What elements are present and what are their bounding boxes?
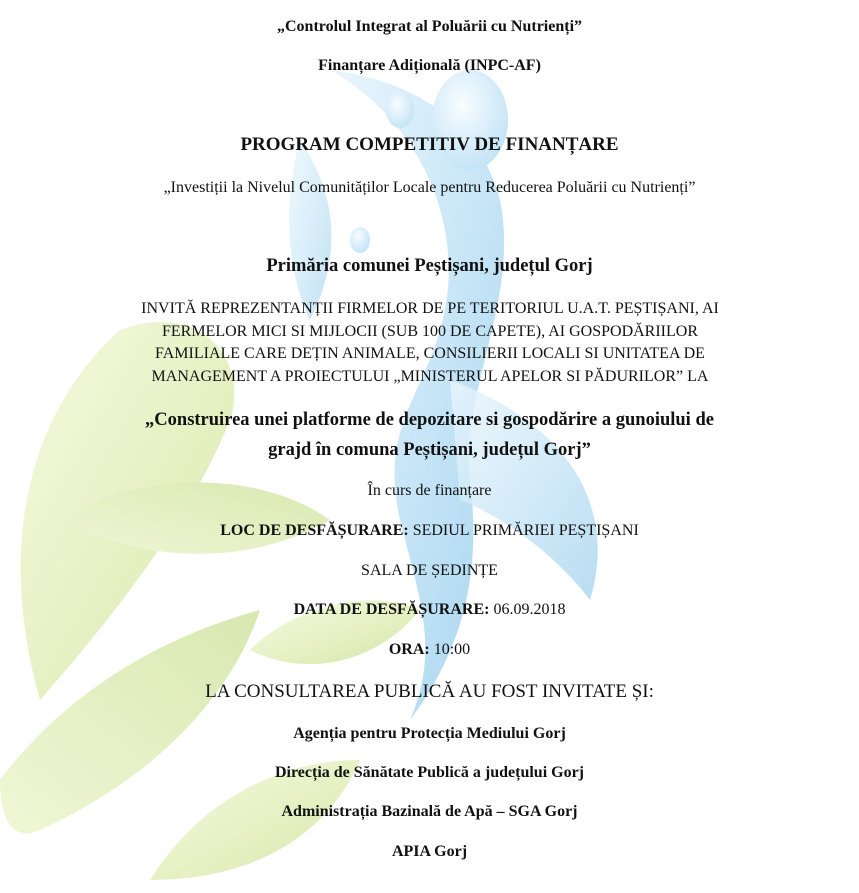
invited-heading: LA CONSULTAREA PUBLICĂ AU FOST INVITATE ȘI: — [205, 681, 654, 702]
page-title: PROGRAM COMPETITIV DE FINANȚARE — [240, 134, 619, 155]
project-title-line-1: „Construirea unei platforme de depozitare si gospodărire a gunoiului de — [145, 410, 714, 430]
invitation-line: MANAGEMENT A PROIECTULUI „MINISTERUL APELOR SI PĂDURILOR” LA — [151, 367, 709, 385]
invitation-paragraph — [80, 298, 780, 388]
location-label: LOC DE DESFĂȘURARE: — [220, 522, 409, 539]
page-subtitle: „Investiții la Nivelul Comunităților Locale pentru Reducerea Poluării cu Nutrienți” — [163, 179, 696, 196]
program-name: „Controlul Integrat al Poluării cu Nutrienți” — [276, 18, 583, 35]
location-value: SEDIUL PRIMĂRIEI PEȘTIȘANI — [408, 522, 639, 539]
location-line — [0, 522, 859, 540]
invited-institution: Direcția de Sănătate Publică a județului Gorj — [274, 764, 585, 781]
location-room: SALA DE ȘEDINȚE — [361, 562, 498, 579]
invitation-line: FERMELOR MICI SI MIJLOCII (SUB 100 DE CAPETE), AI GOSPODĂRIILOR — [161, 322, 698, 340]
time-line — [0, 641, 859, 659]
invitation-line: FAMILIALE CARE DEȚIN ANIMALE, CONSILIERII LOCALI SI UNITATEA DE — [155, 345, 705, 362]
date-line — [0, 601, 859, 619]
invited-institution: Agenția pentru Protecția Mediului Gorj — [293, 725, 566, 742]
invited-institution: APIA Gorj — [391, 843, 468, 860]
date-value: 06.09.2018 — [489, 601, 566, 618]
organizer-name: Primăria comunei Peștișani, județul Gorj — [266, 256, 593, 276]
date-label: DATA DE DESFĂȘURARE: — [293, 601, 490, 618]
invitation-line: INVITĂ REPREZENTANȚII FIRMELOR DE PE TERITORIUL U.A.T. PEȘTIȘANI, AI — [141, 300, 719, 317]
invited-institution: Administrația Bazinală de Apă – SGA Gorj — [281, 803, 578, 820]
time-value: 10:00 — [429, 641, 471, 658]
financing-name: Finanțare Adițională (INPC-AF) — [318, 57, 541, 74]
project-title-line-2: grajd în comuna Peștișani, județul Gorj” — [268, 440, 591, 460]
time-label: ORA: — [388, 641, 430, 658]
financing-status: În curs de finanțare — [367, 482, 492, 499]
